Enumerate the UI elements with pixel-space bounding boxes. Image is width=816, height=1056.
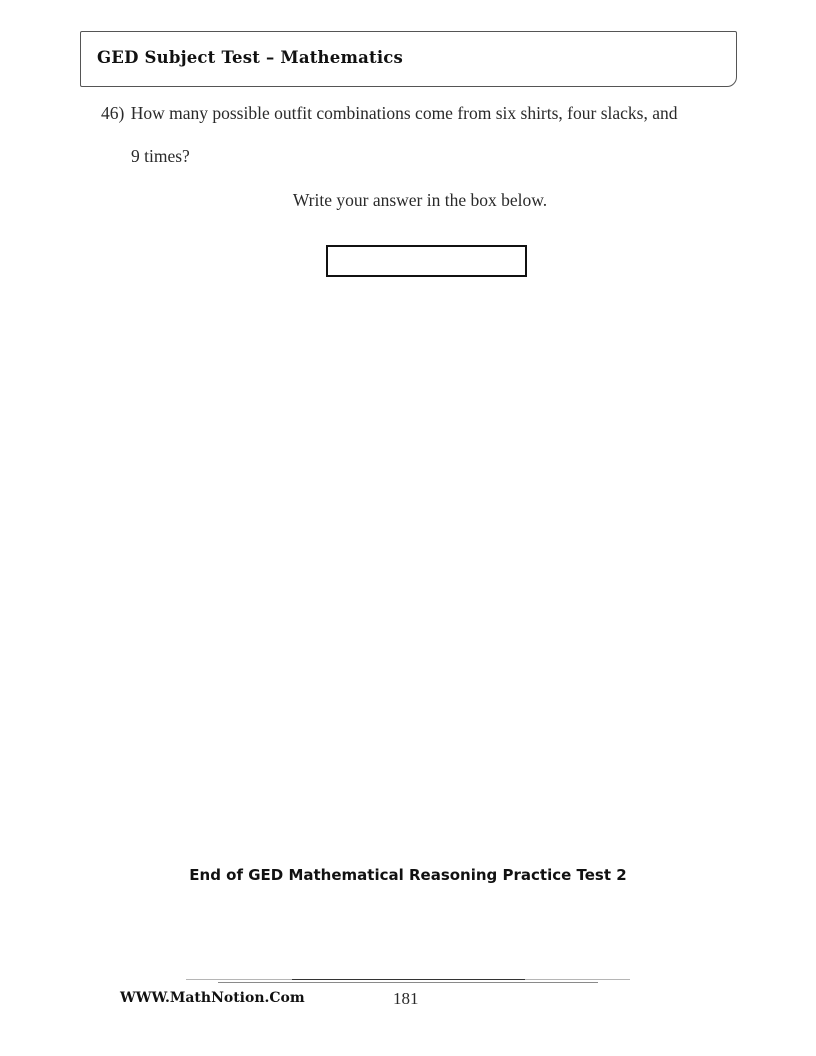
question-line-1 xyxy=(101,103,741,123)
header-title: GED Subject Test – Mathematics xyxy=(97,48,404,67)
question-text: How many possible outfit combinations come from six shirts, four slacks, and xyxy=(130,103,678,123)
footer-divider xyxy=(218,982,598,983)
footer-divider xyxy=(292,979,525,980)
page-number: 181 xyxy=(393,989,419,1008)
question-number: 46) xyxy=(101,103,125,123)
header-box xyxy=(80,31,737,87)
answer-box[interactable] xyxy=(326,245,527,277)
answer-instruction: Write your answer in the box below. xyxy=(292,190,548,210)
question-text-continuation: 9 times? xyxy=(131,146,190,166)
end-of-test-text: End of GED Mathematical Reasoning Practice Test 2 xyxy=(189,866,627,884)
footer-website: WWW.MathNotion.Com xyxy=(120,990,305,1006)
